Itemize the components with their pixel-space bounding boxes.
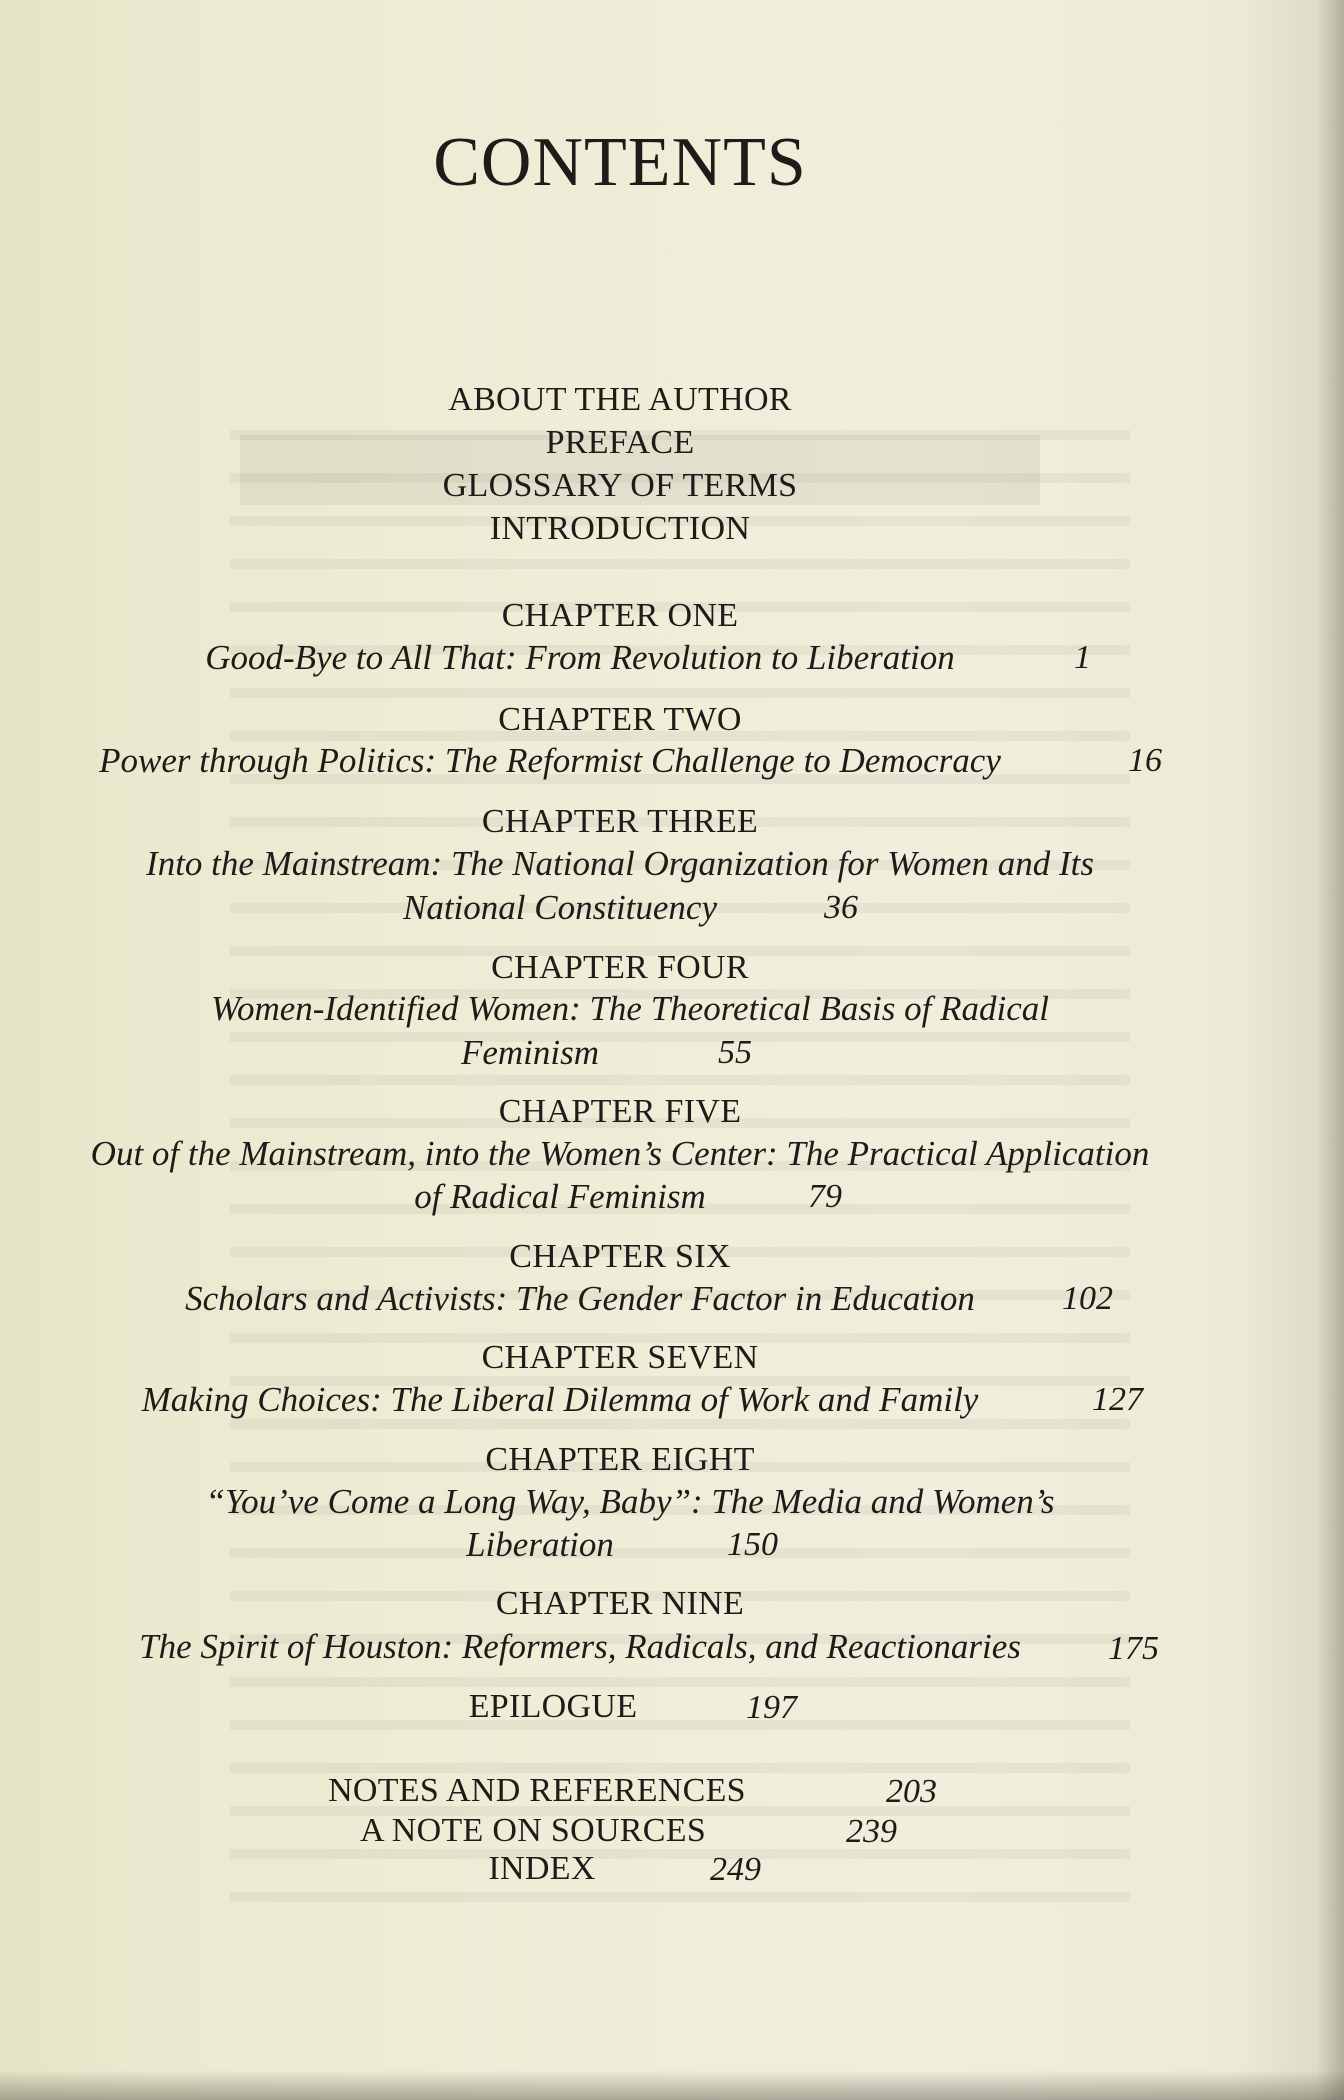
- chapter-title-line: of Radical Feminism: [414, 1177, 706, 1216]
- chapter-title-line: Liberation: [466, 1525, 614, 1564]
- page-title: CONTENTS: [433, 124, 807, 201]
- front-matter-glossary: GLOSSARY OF TERMS: [442, 467, 798, 504]
- chapter-heading: CHAPTER FIVE: [498, 1093, 742, 1130]
- page-bottom-shadow: [0, 2070, 1344, 2100]
- chapter-page-number: 127: [1092, 1381, 1143, 1418]
- chapter-heading: CHAPTER SEVEN: [481, 1339, 759, 1376]
- back-matter-notes: NOTES AND REFERENCES: [328, 1772, 746, 1809]
- chapter-heading: CHAPTER TWO: [498, 701, 742, 738]
- chapter-heading: CHAPTER NINE: [495, 1585, 745, 1622]
- front-matter-about-author: ABOUT THE AUTHOR: [448, 381, 792, 418]
- back-matter-sources: A NOTE ON SOURCES: [359, 1812, 707, 1849]
- chapter-page-number: 150: [727, 1526, 778, 1563]
- chapter-title-line: Power through Politics: The Reformist Challenge to Democracy: [99, 741, 1001, 780]
- chapter-heading: CHAPTER SIX: [509, 1238, 731, 1275]
- chapter-page-number: 55: [718, 1034, 752, 1071]
- chapter-page-number: 102: [1062, 1280, 1113, 1317]
- chapter-title-line: Women-Identified Women: The Theoretical Basis of Radical: [211, 989, 1049, 1028]
- back-matter-page-number: 203: [886, 1773, 937, 1810]
- front-matter-preface: PREFACE: [545, 424, 695, 461]
- epilogue-page-number: 197: [746, 1689, 797, 1726]
- back-matter-index: INDEX: [488, 1850, 596, 1887]
- chapter-title-line: The Spirit of Houston: Reformers, Radicals, and Reactionaries: [139, 1627, 1021, 1666]
- chapter-page-number: 36: [824, 889, 858, 926]
- chapter-heading: CHAPTER EIGHT: [485, 1441, 755, 1478]
- page-edge-shadow: [1316, 0, 1344, 2100]
- chapter-title-line: Feminism: [460, 1033, 600, 1072]
- chapter-title-line: National Constituency: [402, 888, 717, 927]
- chapter-heading: CHAPTER THREE: [481, 803, 759, 840]
- chapter-page-number: 79: [808, 1178, 842, 1215]
- front-matter-introduction: INTRODUCTION: [489, 510, 751, 547]
- epilogue-label: EPILOGUE: [468, 1688, 638, 1725]
- chapter-page-number: 1: [1074, 639, 1091, 676]
- chapter-page-number: 16: [1128, 742, 1162, 779]
- back-matter-page-number: 239: [846, 1813, 897, 1850]
- back-matter-page-number: 249: [710, 1851, 761, 1888]
- chapter-title-line: Scholars and Activists: The Gender Factor in Education: [185, 1279, 975, 1318]
- chapter-page-number: 175: [1108, 1630, 1159, 1667]
- chapter-heading: CHAPTER ONE: [501, 597, 739, 634]
- chapter-title-line: Good-Bye to All That: From Revolution to Liberation: [205, 638, 955, 677]
- chapter-title-line: Out of the Mainstream, into the Women’s Center: The Practical Application: [90, 1134, 1150, 1173]
- chapter-title-line: “You’ve Come a Long Way, Baby”: The Media and Women’s: [205, 1482, 1055, 1521]
- chapter-title-line: Into the Mainstream: The National Organization for Women and Its: [146, 844, 1094, 883]
- chapter-heading: CHAPTER FOUR: [491, 949, 749, 986]
- chapter-title-line: Making Choices: The Liberal Dilemma of Work and Family: [141, 1380, 979, 1419]
